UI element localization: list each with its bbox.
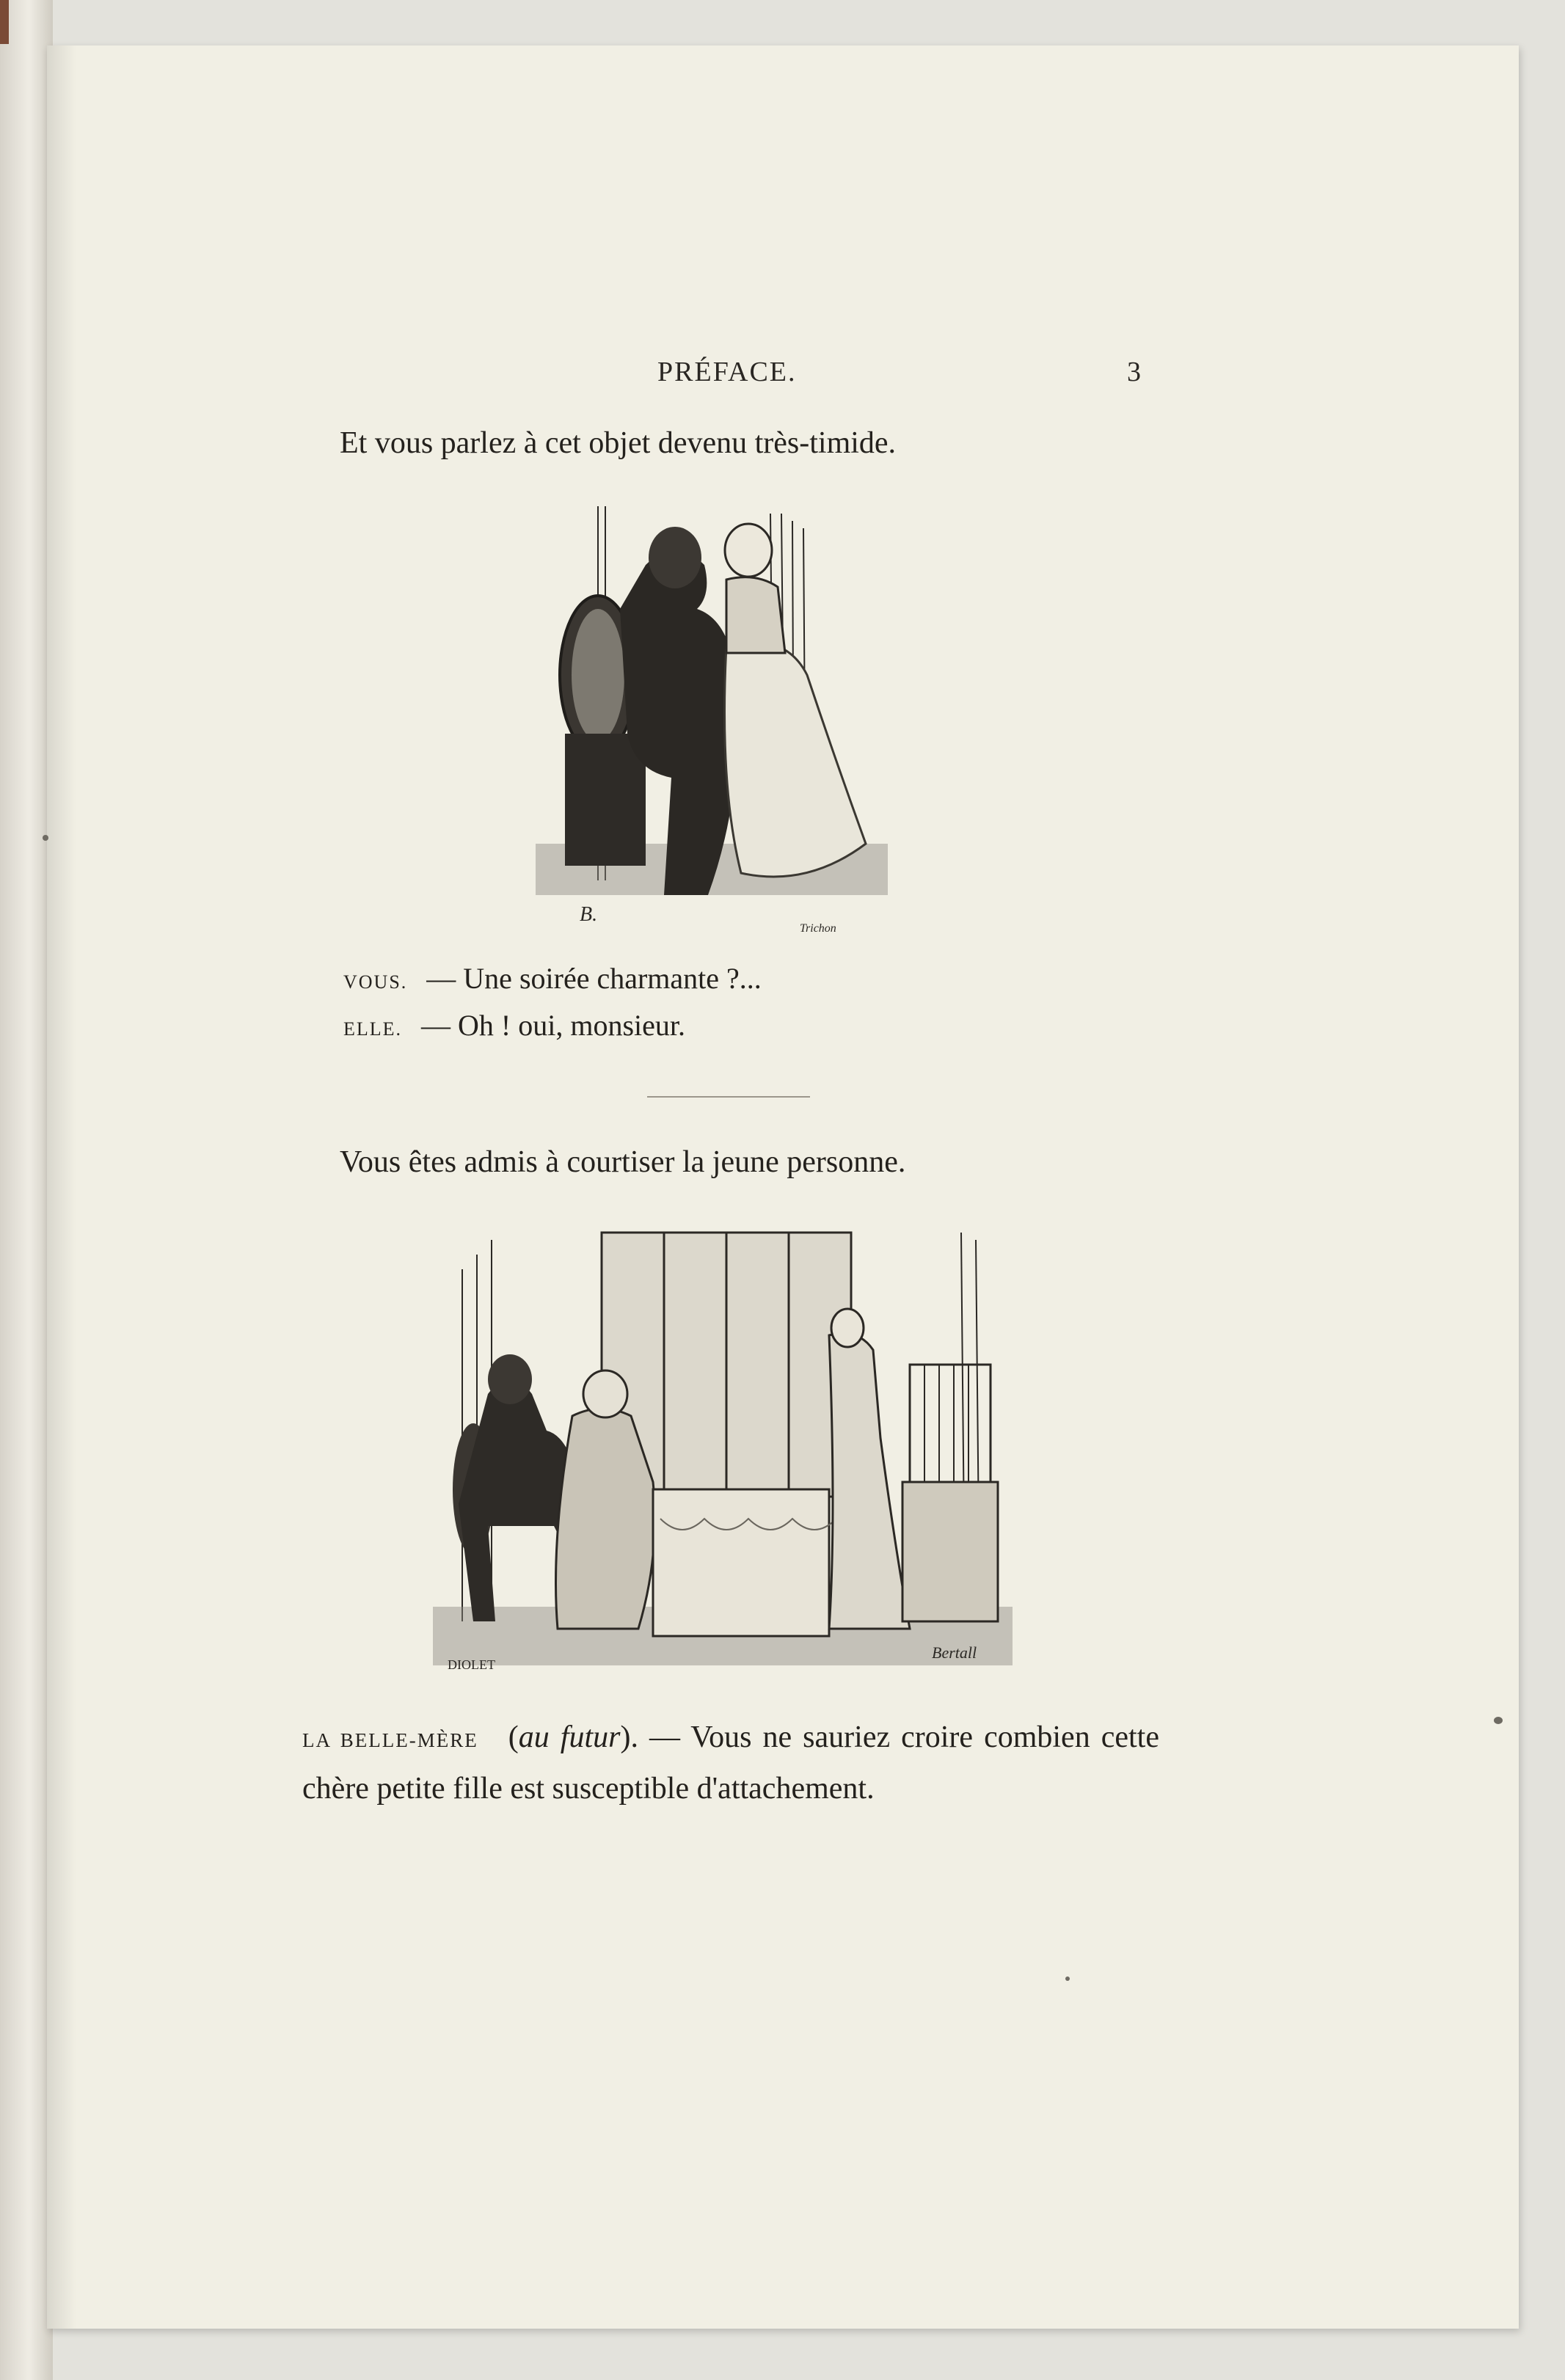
caption-speaker: LA BELLE-MÈRE xyxy=(302,1729,478,1751)
caption-paren-close: ). xyxy=(620,1720,649,1754)
mother-figure xyxy=(556,1409,655,1629)
side-table xyxy=(902,1482,998,1621)
daughter-figure xyxy=(829,1334,910,1629)
paper-speck xyxy=(43,835,48,841)
man-head xyxy=(649,527,701,588)
mother-head xyxy=(583,1370,627,1417)
daughter-head xyxy=(831,1309,864,1347)
page-gutter-shadow xyxy=(47,45,76,2329)
signature-right: Bertall xyxy=(932,1643,977,1662)
man-head xyxy=(488,1354,532,1404)
binding-cap xyxy=(0,0,9,44)
signature-left: B. xyxy=(580,903,598,926)
speaker-label: VOUS. xyxy=(343,971,408,993)
caption-paren-open: ( xyxy=(497,1720,519,1754)
running-head: PRÉFACE. xyxy=(657,357,797,387)
dialogue-text: — Une soirée charmante ?... xyxy=(426,962,762,995)
caption-aside: au futur xyxy=(518,1720,621,1754)
dialogue-line-2 xyxy=(343,1008,685,1043)
dialogue-text: — Oh ! oui, monsieur. xyxy=(421,1009,686,1042)
dialogue-line-1 xyxy=(343,961,762,996)
illustration-courtship-scene xyxy=(418,1211,1027,1687)
book-binding xyxy=(0,0,53,2380)
illustration-caption xyxy=(302,1713,1159,1813)
woman-dress xyxy=(725,642,867,877)
signature-left: DIOLET xyxy=(448,1657,495,1672)
caption-text: — Vous ne sauriez croire combien cette chère petite fille est susceptible d'attachement. xyxy=(302,1720,1159,1806)
signature-right: Trichon xyxy=(800,922,836,935)
table-with-cloth xyxy=(653,1489,829,1636)
text-line-intro: Et vous parlez à cet objet devenu très-timide. xyxy=(340,426,897,460)
illustration-couple-at-window xyxy=(521,499,932,939)
section-divider xyxy=(647,1096,810,1098)
woman-head xyxy=(725,524,772,577)
chair-legs xyxy=(565,734,646,866)
paper-speck xyxy=(1494,1717,1503,1724)
text-line-courtship: Vous êtes admis à courtiser la jeune personne. xyxy=(340,1145,906,1179)
page-number: 3 xyxy=(1127,357,1141,387)
speaker-label: ELLE. xyxy=(343,1018,403,1040)
paper-speck xyxy=(1065,1976,1070,1981)
